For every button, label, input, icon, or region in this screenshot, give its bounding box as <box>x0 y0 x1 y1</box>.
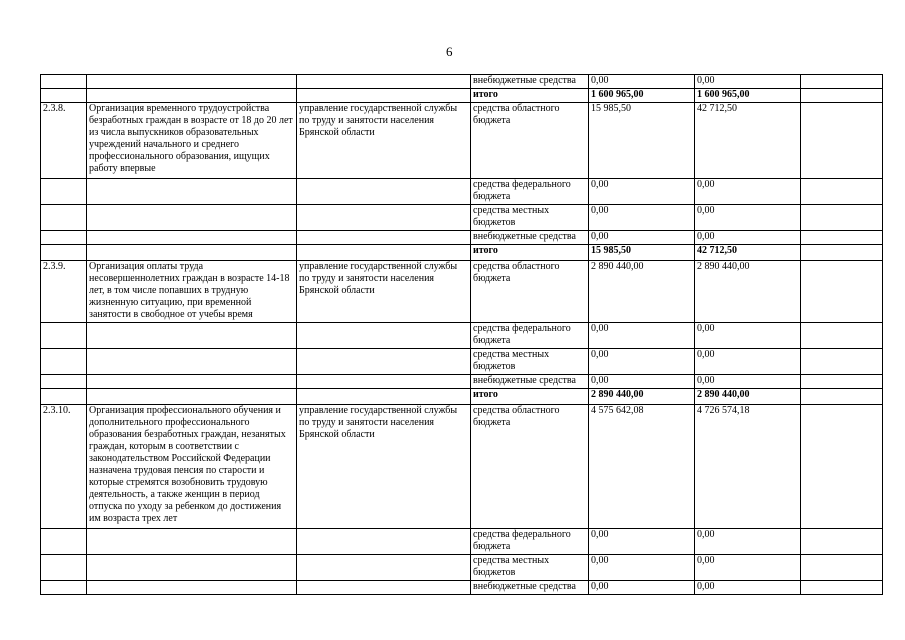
note-cell <box>801 555 883 581</box>
funding-source-cell: средства федерального бюджета <box>471 179 589 205</box>
funding-source-cell: средства местных бюджетов <box>471 555 589 581</box>
note-cell <box>801 75 883 89</box>
executor-cell: управление государственной службы по труду и занятости населения Брянской области <box>297 103 471 179</box>
amount-col-2-cell: 0,00 <box>695 231 801 245</box>
amount-col-1-cell: 0,00 <box>589 529 695 555</box>
amount-col-1-cell: 0,00 <box>589 581 695 595</box>
executor-cell <box>297 205 471 231</box>
note-cell <box>801 389 883 405</box>
measure-name-cell <box>87 581 297 595</box>
amount-col-2-cell: 0,00 <box>695 581 801 595</box>
funding-source-cell: средства местных бюджетов <box>471 349 589 375</box>
item-number-cell <box>41 245 87 261</box>
executor-cell <box>297 245 471 261</box>
amount-col-1-cell: 1 600 965,00 <box>589 89 695 103</box>
amount-col-1-cell: 0,00 <box>589 349 695 375</box>
amount-col-2-cell: 2 890 440,00 <box>695 261 801 323</box>
table-row <box>41 261 883 323</box>
amount-col-1-cell: 2 890 440,00 <box>589 261 695 323</box>
item-number-cell <box>41 581 87 595</box>
amount-col-2-cell: 0,00 <box>695 179 801 205</box>
executor-cell <box>297 581 471 595</box>
executor-cell <box>297 555 471 581</box>
measure-name-cell: Организация профессионального обучения и дополнительного профессионального образования безработных граждан, незанятых граждан, которым в соответствии с законодательством Российской Федерации назначена трудовая пенсия по старости и которые стремятся возобновить трудовую деятельность, а также женщин в период отпуска по уходу за ребенком до достижения им возраста трех лет <box>87 405 297 529</box>
table-row <box>41 231 883 245</box>
note-cell <box>801 405 883 529</box>
measure-name-cell <box>87 245 297 261</box>
funding-source-cell: итого <box>471 389 589 405</box>
item-number-cell <box>41 179 87 205</box>
table-row <box>41 375 883 389</box>
item-number-cell <box>41 529 87 555</box>
amount-col-2-cell: 42 712,50 <box>695 103 801 179</box>
page-number: 6 <box>446 44 453 59</box>
note-cell <box>801 205 883 231</box>
measure-name-cell <box>87 179 297 205</box>
note-cell <box>801 261 883 323</box>
measure-name-cell <box>87 75 297 89</box>
funding-source-cell: средства областного бюджета <box>471 261 589 323</box>
table-row <box>41 529 883 555</box>
table-row <box>41 349 883 375</box>
table-row <box>41 75 883 89</box>
executor-cell: управление государственной службы по труду и занятости населения Брянской области <box>297 261 471 323</box>
funding-source-cell: средства федерального бюджета <box>471 323 589 349</box>
measure-name-cell: Организация временного трудоустройства безработных граждан в возрасте от 18 до 20 лет из числа выпускников образовательных учреждений начального и среднего профессионального образования, ищущих работу впервые <box>87 103 297 179</box>
funding-source-cell: внебюджетные средства <box>471 75 589 89</box>
item-number-cell <box>41 349 87 375</box>
executor-cell <box>297 75 471 89</box>
measure-name-cell <box>87 323 297 349</box>
item-number-cell <box>41 75 87 89</box>
item-number-cell <box>41 389 87 405</box>
amount-col-1-cell: 0,00 <box>589 231 695 245</box>
funding-source-cell: средства областного бюджета <box>471 103 589 179</box>
note-cell <box>801 349 883 375</box>
executor-cell <box>297 89 471 103</box>
note-cell <box>801 375 883 389</box>
table-row <box>41 103 883 179</box>
measure-name-cell <box>87 555 297 581</box>
note-cell <box>801 245 883 261</box>
item-number-cell: 2.3.10. <box>41 405 87 529</box>
amount-col-1-cell: 0,00 <box>589 179 695 205</box>
amount-col-2-cell: 0,00 <box>695 529 801 555</box>
executor-cell <box>297 323 471 349</box>
amount-col-2-cell: 2 890 440,00 <box>695 389 801 405</box>
measure-name-cell <box>87 205 297 231</box>
amount-col-2-cell: 0,00 <box>695 555 801 581</box>
funding-source-cell: средства федерального бюджета <box>471 529 589 555</box>
measure-name-cell <box>87 89 297 103</box>
amount-col-1-cell: 15 985,50 <box>589 245 695 261</box>
amount-col-1-cell: 15 985,50 <box>589 103 695 179</box>
amount-col-1-cell: 0,00 <box>589 205 695 231</box>
amount-col-1-cell: 0,00 <box>589 555 695 581</box>
item-number-cell: 2.3.8. <box>41 103 87 179</box>
table-row <box>41 179 883 205</box>
funding-source-cell: внебюджетные средства <box>471 581 589 595</box>
table-row <box>41 389 883 405</box>
executor-cell <box>297 349 471 375</box>
amount-col-1-cell: 0,00 <box>589 323 695 349</box>
executor-cell <box>297 179 471 205</box>
measure-name-cell: Организация оплаты труда несовершеннолетних граждан в возрасте 14-18 лет, в том числе попавших в трудную жизненную ситуацию, при временной занятости в свободное от учебы время <box>87 261 297 323</box>
table-row <box>41 245 883 261</box>
executor-cell <box>297 389 471 405</box>
item-number-cell <box>41 323 87 349</box>
item-number-cell: 2.3.9. <box>41 261 87 323</box>
amount-col-2-cell: 4 726 574,18 <box>695 405 801 529</box>
amount-col-2-cell: 0,00 <box>695 205 801 231</box>
measure-name-cell <box>87 529 297 555</box>
amount-col-1-cell: 0,00 <box>589 75 695 89</box>
amount-col-2-cell: 0,00 <box>695 349 801 375</box>
note-cell <box>801 103 883 179</box>
amount-col-2-cell: 0,00 <box>695 75 801 89</box>
funding-source-cell: средства областного бюджета <box>471 405 589 529</box>
item-number-cell <box>41 231 87 245</box>
funding-source-cell: внебюджетные средства <box>471 231 589 245</box>
amount-col-1-cell: 2 890 440,00 <box>589 389 695 405</box>
funding-source-cell: итого <box>471 89 589 103</box>
note-cell <box>801 231 883 245</box>
note-cell <box>801 89 883 103</box>
note-cell <box>801 323 883 349</box>
item-number-cell <box>41 555 87 581</box>
executor-cell: управление государственной службы по труду и занятости населения Брянской области <box>297 405 471 529</box>
amount-col-2-cell: 1 600 965,00 <box>695 89 801 103</box>
funding-source-cell: итого <box>471 245 589 261</box>
funding-source-cell: средства местных бюджетов <box>471 205 589 231</box>
executor-cell <box>297 231 471 245</box>
note-cell <box>801 529 883 555</box>
measure-name-cell <box>87 375 297 389</box>
amount-col-2-cell: 42 712,50 <box>695 245 801 261</box>
amount-col-2-cell: 0,00 <box>695 323 801 349</box>
note-cell <box>801 179 883 205</box>
executor-cell <box>297 375 471 389</box>
item-number-cell <box>41 205 87 231</box>
table-row <box>41 581 883 595</box>
table-row <box>41 205 883 231</box>
funding-source-cell: внебюджетные средства <box>471 375 589 389</box>
table-row <box>41 405 883 529</box>
table-row <box>41 555 883 581</box>
table-body <box>41 75 883 595</box>
amount-col-1-cell: 0,00 <box>589 375 695 389</box>
budget-table <box>40 74 883 595</box>
measure-name-cell <box>87 231 297 245</box>
item-number-cell <box>41 375 87 389</box>
amount-col-2-cell: 0,00 <box>695 375 801 389</box>
note-cell <box>801 581 883 595</box>
table-row <box>41 89 883 103</box>
table-row <box>41 323 883 349</box>
measure-name-cell <box>87 389 297 405</box>
amount-col-1-cell: 4 575 642,08 <box>589 405 695 529</box>
executor-cell <box>297 529 471 555</box>
item-number-cell <box>41 89 87 103</box>
measure-name-cell <box>87 349 297 375</box>
